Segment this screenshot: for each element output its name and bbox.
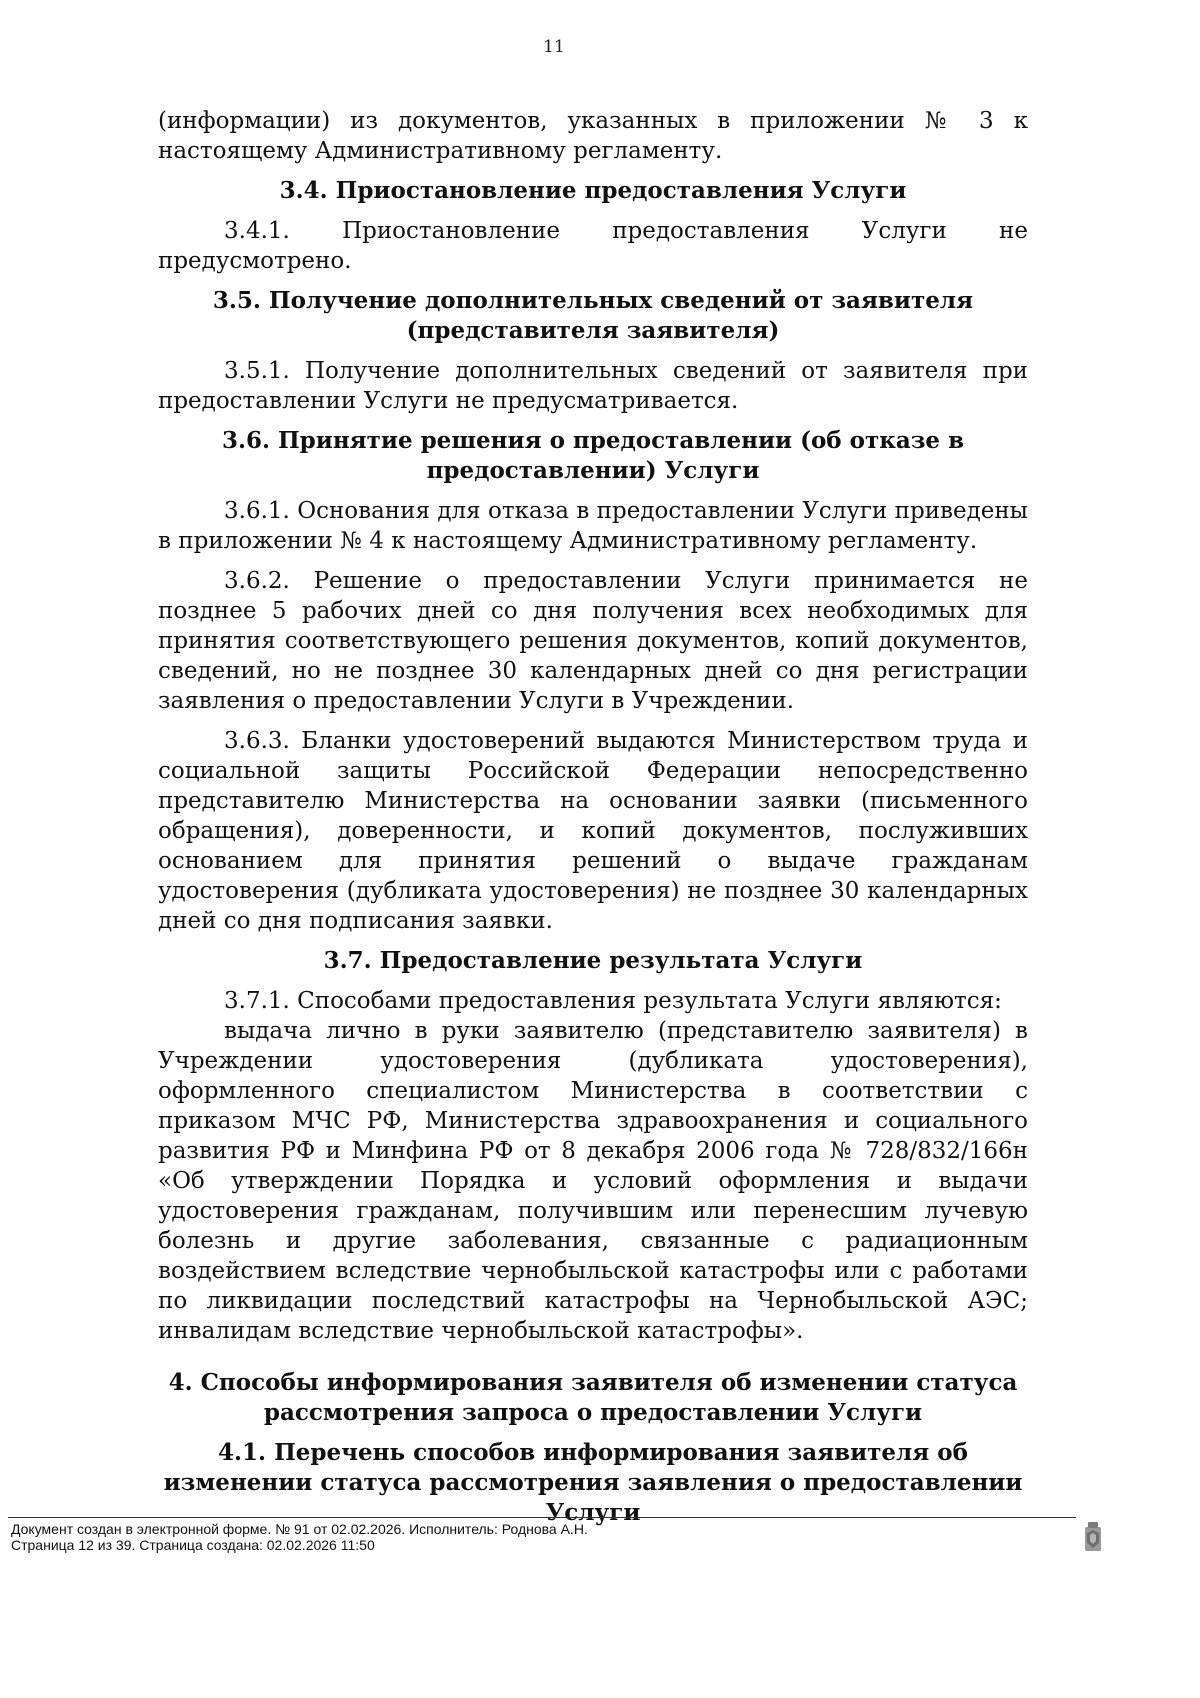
footer [11, 1521, 1071, 1553]
paragraph-3-6-1: 3.6.1. Основания для отказа в предоставлении Услуги приведены в приложении № 4 к настоящему Административному регламенту. [158, 498, 1028, 554]
heading-section-4: 4. Способы информирования заявителя об изменении статуса рассмотрения запроса о предоставлении Услуги [168, 1369, 1018, 1426]
document-body [158, 106, 1028, 1528]
paragraph-3-4-1: 3.4.1. Приостановление предоставления Услуги не предусмотрено. [158, 218, 1028, 274]
heading-3-7: 3.7. Предоставление результата Услуги [323, 947, 863, 974]
heading-4-1: 4.1. Перечень способов информирования заявителя об изменении статуса рассмотрения заявления о предоставлении Услуги [163, 1439, 1023, 1526]
paragraph-3-6-2: 3.6.2. Решение о предоставлении Услуги принимается не позднее 5 рабочих дней со дня получения всех необходимых для принятия соответствующего решения документов, копий документов, сведений, но не позднее 30 календарных дней со дня регистрации заявления о предоставлении Услуги в Учреждении. [158, 568, 1028, 714]
heading-3-4: 3.4. Приостановление предоставления Услуги [279, 177, 907, 204]
paragraph-3-7-1: 3.7.1. Способами предоставления результата Услуги являются: [224, 988, 1002, 1014]
page-number: 11 [543, 37, 565, 57]
footer-document-info: Документ создан в электронной форме. № 91 от 02.02.2026. Исполнитель: Роднова А.Н. [11, 1521, 588, 1537]
paragraph-3-6-3: 3.6.3. Бланки удостоверений выдаются Министерством труда и социальной защиты Российской Федерации непосредственно представителю Министерства на основании заявки (письменного обращения), доверенности, и копий документов, послуживших основанием для принятия решений о выдаче гражданам удостоверения (дубликата удостоверения) не позднее 30 календарных дней со дня подписания заявки. [158, 728, 1028, 934]
paragraph-3-7-1-item: выдача лично в руки заявителю (представителю заявителя) в Учреждении удостоверения (дубликата удостоверения), оформленного специалистом Министерства в соответствии с приказом МЧС РФ, Министерства здравоохранения и социального развития РФ и Минфина РФ от 8 декабря 2006 года № 728/832/166н «Об утверждении Порядка и условий оформления и выдачи удостоверения гражданам, получившим или перенесшим лучевую болезнь и другие заболевания, связанные с радиационным воздействием вследствие чернобыльской катастрофы или с работами по ликвидации последствий катастрофы на Чернобыльской АЭС; инвалидам вследствие чернобыльской катастрофы». [158, 1018, 1028, 1344]
heading-3-6: 3.6. Принятие решения о предоставлении (об отказе в предоставлении) Услуги [221, 427, 965, 484]
heading-3-5: 3.5. Получение дополнительных сведений от заявителя (представителя заявителя) [212, 287, 974, 344]
paragraph-3-5-1: 3.5.1. Получение дополнительных сведений от заявителя при предоставлении Услуги не предусматривается. [158, 358, 1028, 414]
paragraph-continuation: (информации) из документов, указанных в приложении № 3 к настоящему Административному регламенту. [158, 108, 1028, 164]
footer-page-info: Страница 12 из 39. Страница создана: 02.02.2026 11:50 [11, 1537, 375, 1553]
coat-of-arms-icon [1084, 1521, 1102, 1553]
footer-divider [8, 1517, 1076, 1518]
